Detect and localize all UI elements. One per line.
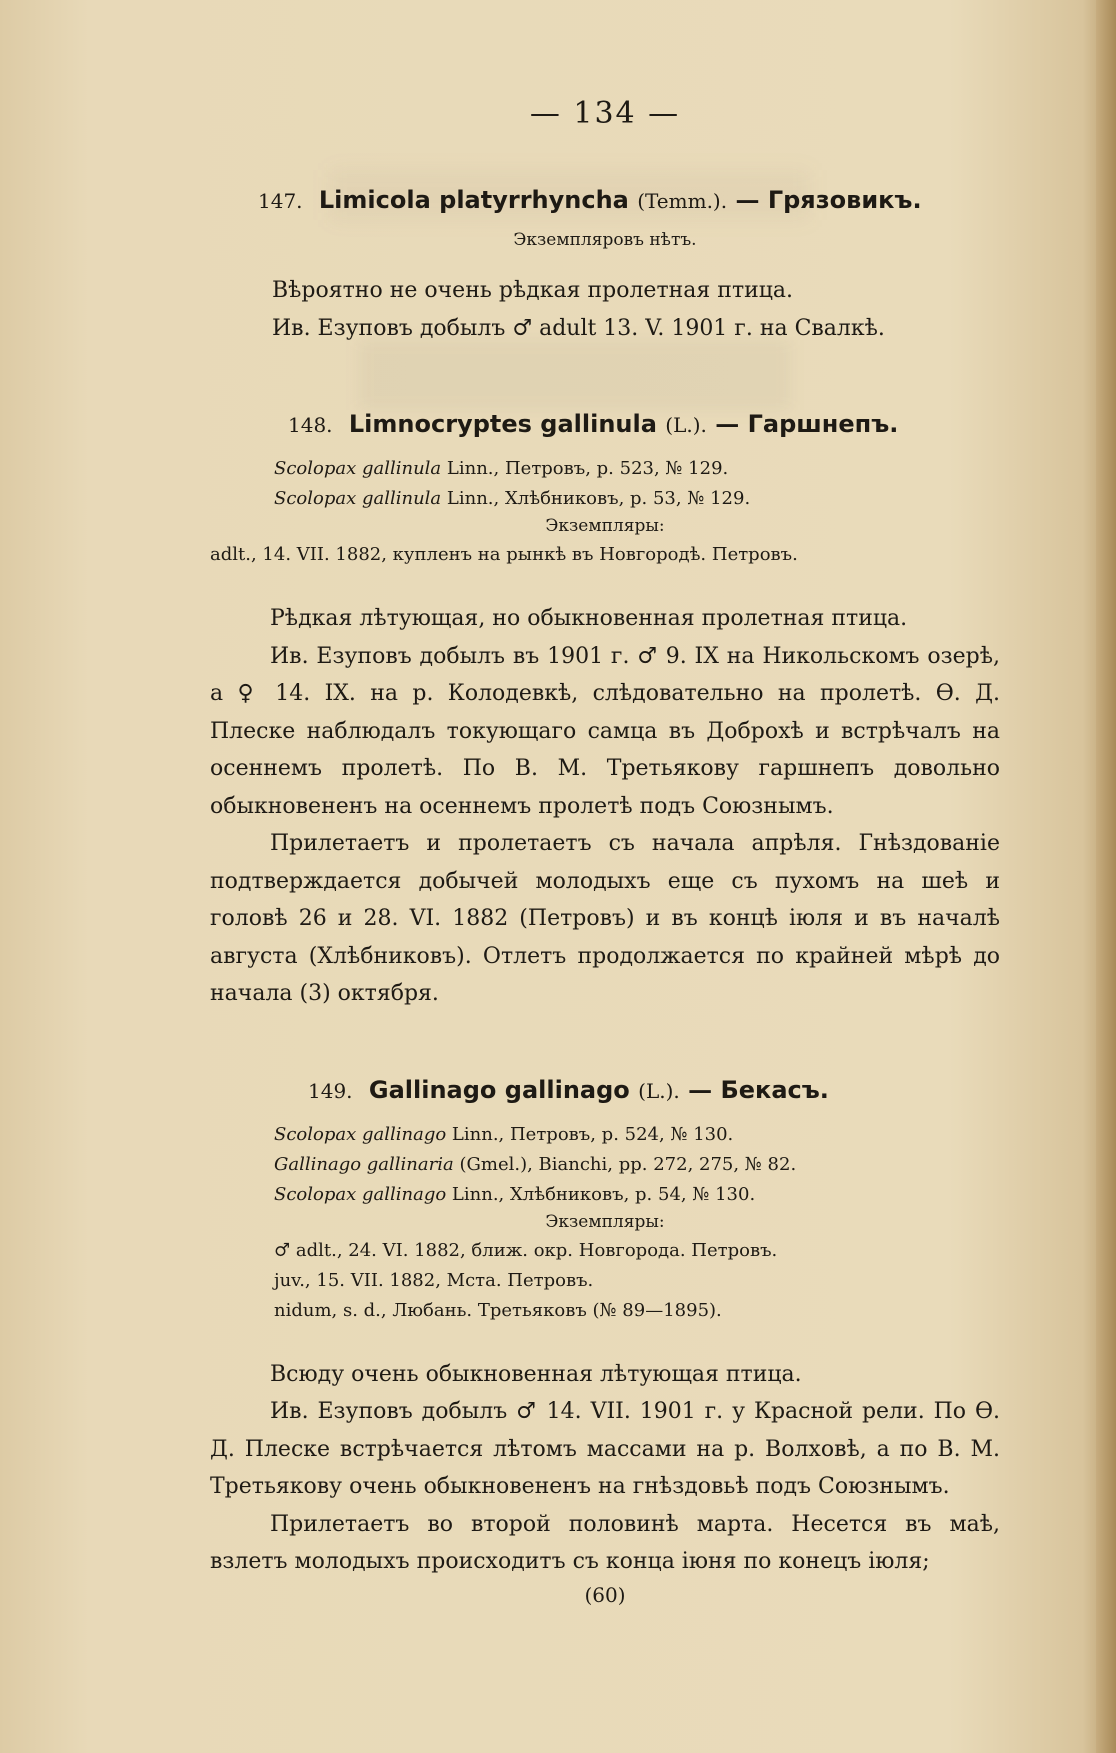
synonym-name: Scolopax gallinago	[274, 1183, 447, 1205]
specimens-label: Экземпляровъ нѣтъ.	[513, 230, 697, 250]
russian-name: Грязовикъ.	[767, 186, 922, 214]
latin-name: Gallinago gallinago	[368, 1075, 630, 1104]
synonym-line	[274, 1150, 1000, 1180]
page-number: — 134 —	[529, 96, 681, 131]
latin-name: Limnocryptes gallinula	[348, 410, 657, 438]
synonym-line	[274, 1120, 1000, 1150]
synonym-name: Scolopax gallinula	[274, 458, 442, 479]
dash: —	[688, 1074, 713, 1104]
specimen-line: ♂ adlt., 24. VI. 1882, ближ. окр. Новгорода. Петровъ.	[274, 1239, 778, 1261]
footer-number: (60)	[584, 1582, 626, 1607]
entry-number: 149.	[308, 1078, 353, 1103]
specimens-label: Экземпляры:	[545, 516, 665, 536]
synonym-ref: Linn., Хлѣбниковъ, p. 53, № 129.	[446, 488, 751, 509]
latin-name: Limicola platyrrhyncha	[318, 186, 629, 214]
entry-number: 147.	[258, 189, 303, 213]
author: (L.).	[638, 1078, 680, 1103]
entry-number: 148.	[288, 413, 333, 437]
russian-name: Гаршнепъ.	[747, 410, 899, 438]
specimens-label: Экземпляры:	[545, 1211, 665, 1232]
entry-heading-147	[258, 185, 1000, 214]
author: (L.).	[665, 413, 707, 437]
synonym-ref: Linn., Хлѣбниковъ, p. 54, № 130.	[451, 1183, 756, 1205]
synonym-ref: Linn., Петровъ, p. 523, № 129.	[446, 458, 729, 479]
paragraph: Рѣдкая лѣтующая, но обыкновенная пролетная птица.	[270, 606, 908, 631]
synonym-name: Gallinago gallinaria	[274, 1153, 454, 1175]
page-content	[210, 96, 1000, 1607]
specimen-line: adlt., 14. VII. 1882, купленъ на рынкѣ въ Новгородѣ. Петровъ.	[210, 544, 798, 565]
synonym-line	[274, 1180, 1000, 1210]
paragraph: Прилетаетъ во второй половинѣ марта. Несется въ маѣ, взлетъ молодыхъ происходитъ съ конца іюня по конецъ іюля;	[210, 1511, 1000, 1574]
paragraph: Прилетаетъ и пролетаетъ съ начала апрѣля. Гнѣздованіе подтверждается добычей молодыхъ еще съ пухомъ на шеѣ и головѣ 26 и 28. VI. 1882 (Петровъ) и въ концѣ іюля и въ началѣ августа (Хлѣбниковъ). Отлетъ продолжается по крайней мѣрѣ до начала (3) октября.	[210, 831, 1000, 1006]
russian-name: Бекасъ.	[720, 1075, 829, 1104]
page-edge	[1096, 0, 1116, 1753]
entry-heading-149	[308, 1075, 1000, 1104]
paragraph: Всюду очень обыкновенная лѣтующая птица.	[270, 1361, 802, 1387]
dash: —	[715, 409, 740, 438]
author: (Temm.).	[637, 189, 728, 213]
paragraph: Ив. Езуповъ добылъ въ 1901 г. ♂ 9. IX на Никольскомъ озерѣ, а ♀ 14. IX. на р. Колодевкѣ, слѣдовательно на пролетѣ. Ѳ. Д. Плеске наблюдалъ токующаго самца въ Доброхѣ и встрѣчалъ на осеннемъ пролетѣ. По В. М. Третьякову гаршнепъ довольно обыкновененъ на осеннемъ пролетѣ подъ Союзнымъ.	[210, 643, 1000, 819]
specimen-line: juv., 15. VII. 1882, Мста. Петровъ.	[274, 1269, 594, 1291]
synonym-name: Scolopax gallinago	[274, 1123, 447, 1145]
paragraph: Ив. Езуповъ добылъ ♂ 14. VII. 1901 г. у Красной рели. По Ѳ. Д. Плеске встрѣчается лѣтомъ массами на р. Волховѣ, а по В. М. Третьякову очень обыкновененъ на гнѣздовьѣ подъ Союзнымъ.	[210, 1399, 1000, 1499]
synonym-name: Scolopax gallinula	[274, 488, 442, 509]
paragraph: Вѣроятно не очень рѣдкая пролетная птица.	[272, 278, 794, 303]
synonym-ref: (Gmel.), Bianchi, pp. 272, 275, № 82.	[459, 1153, 797, 1175]
synonym-line	[274, 484, 1000, 514]
dash: —	[735, 185, 760, 214]
paragraph: Ив. Езуповъ добылъ ♂ adult 13. V. 1901 г. на Свалкѣ.	[272, 315, 885, 341]
entry-heading-148	[288, 409, 1000, 438]
synonym-line	[274, 454, 1000, 484]
specimen-line: nidum, s. d., Любань. Третьяковъ (№ 89—1895).	[274, 1299, 722, 1321]
synonym-ref: Linn., Петровъ, p. 524, № 130.	[451, 1123, 734, 1145]
